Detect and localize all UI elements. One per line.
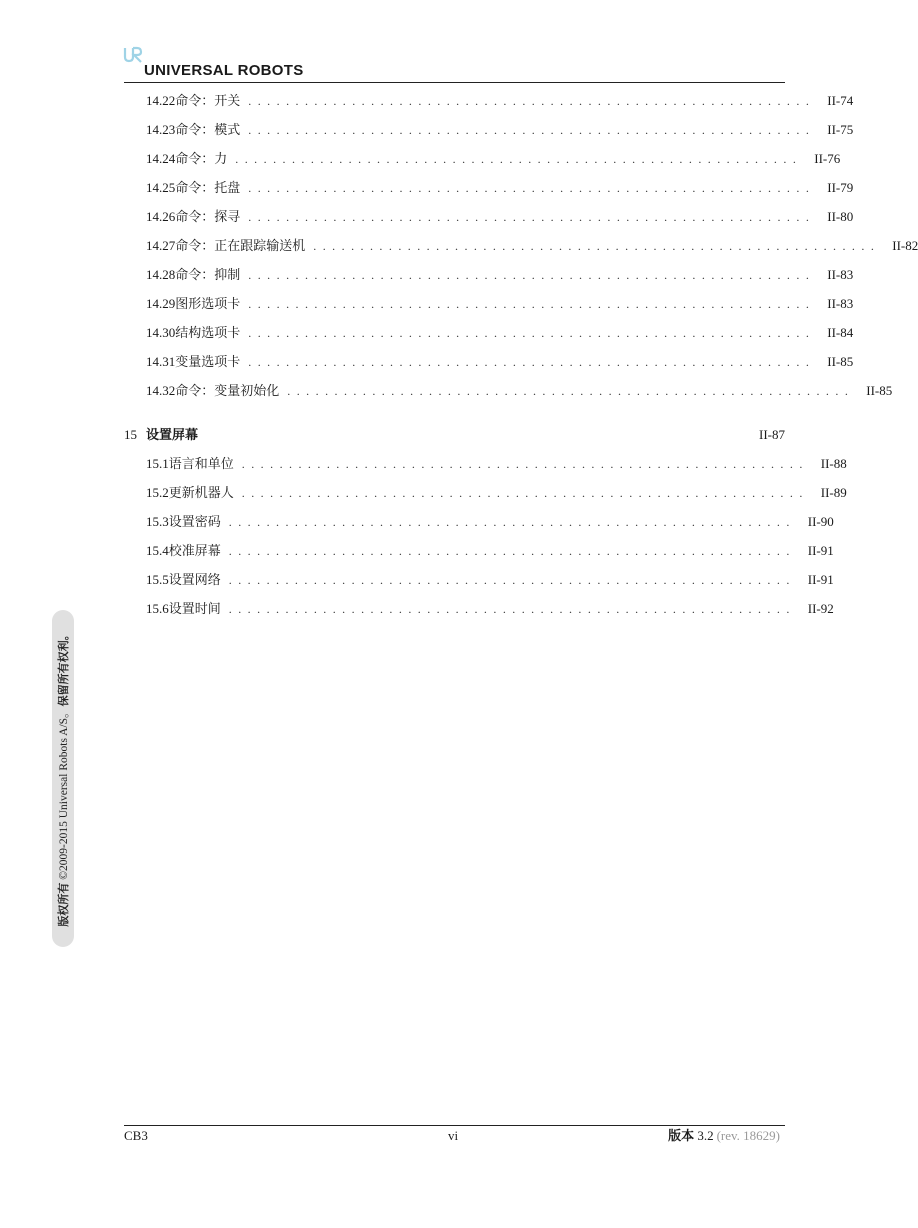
revision-label: (rev. 18629)	[716, 1128, 780, 1143]
toc-entry-title: 设置密码	[168, 514, 221, 529]
toc-dot-leader: ............................................................	[248, 123, 816, 137]
toc-section-entry[interactable]	[146, 599, 834, 619]
toc-entry-page: II-83	[827, 296, 854, 311]
toc-entry-number: 14.32	[146, 383, 176, 398]
toc-entry-number: 14.26	[146, 209, 176, 224]
toc-entry-page: II-74	[827, 93, 854, 108]
toc-entry-number: 14.22	[146, 93, 176, 108]
toc-section-entry[interactable]	[146, 265, 854, 285]
toc-entry-page: II-91	[807, 572, 834, 587]
toc-entry-number: 14.29	[146, 296, 176, 311]
footer-rule	[124, 1125, 785, 1126]
copyright-prefix: 版权所有	[58, 882, 70, 927]
toc-section-entry[interactable]	[146, 541, 834, 561]
toc-entry-title: 命令：抑制	[175, 267, 241, 282]
toc-entry-title: 命令：探寻	[175, 209, 241, 224]
toc-entry-title: 命令：托盘	[175, 180, 241, 195]
toc-entry-title: 设置网络	[168, 572, 221, 587]
footer-page-number: vi	[448, 1128, 459, 1143]
footer-model: CB3	[124, 1128, 148, 1143]
toc-section-entry[interactable]	[146, 323, 854, 343]
toc-section-entry[interactable]	[146, 207, 854, 227]
toc-dot-leader: ............................................................	[248, 210, 816, 224]
footer-version	[668, 1127, 780, 1145]
toc-entry-number: 14.30	[146, 325, 176, 340]
toc-entry-number: 15.5	[146, 572, 169, 587]
toc-entry-number: 15.2	[146, 485, 169, 500]
toc-entry-title: 校准屏幕	[168, 543, 221, 558]
toc-entry-number: 14.27	[146, 238, 176, 253]
toc-section-entry[interactable]	[146, 91, 854, 111]
toc-entry-page: II-79	[827, 180, 854, 195]
toc-entry-page: II-76	[814, 151, 841, 166]
toc-section-entry[interactable]	[146, 454, 847, 474]
toc-entry-title: 结构选项卡	[175, 325, 241, 340]
copyright-suffix: 保留所有权利。	[58, 629, 70, 707]
toc-entry-title: 设置时间	[168, 601, 221, 616]
version-label: 版本	[668, 1128, 695, 1143]
toc-entry-title: 命令：变量初始化	[175, 383, 280, 398]
toc-entry-page: II-84	[827, 325, 854, 340]
toc-section-entry[interactable]	[146, 381, 893, 401]
toc-dot-leader: ............................................................	[248, 94, 816, 108]
brand-name: UNIVERSAL ROBOTS	[144, 62, 304, 79]
toc-entry-title: 命令：正在跟踪输送机	[175, 238, 306, 253]
toc-entry-page: II-83	[827, 267, 854, 282]
toc-entry-number: 14.25	[146, 180, 176, 195]
toc-dot-leader: ............................................................	[228, 573, 796, 587]
toc-section-entry[interactable]	[146, 483, 847, 503]
toc-entry-page: II-75	[827, 122, 854, 137]
toc-entry-title: 设置屏幕	[146, 427, 199, 442]
toc-entry-title: 更新机器人	[168, 485, 234, 500]
toc-section-entry[interactable]	[146, 294, 854, 314]
toc-section-entry[interactable]	[146, 236, 918, 256]
toc-entry-title: 命令：开关	[175, 93, 241, 108]
toc-section-entry[interactable]	[146, 120, 854, 140]
toc-entry-title: 命令：模式	[175, 122, 241, 137]
toc-entry-page: II-85	[827, 354, 854, 369]
toc-section-entry[interactable]	[146, 570, 834, 590]
toc-dot-leader: ............................................................	[248, 297, 816, 311]
toc-entry-number: 15.3	[146, 514, 169, 529]
toc-entry-number: 15.1	[146, 456, 169, 471]
toc-entry-page: II-87	[759, 427, 785, 442]
toc-dot-leader: ............................................................	[248, 355, 816, 369]
toc-dot-leader: ............................................................	[241, 486, 809, 500]
toc-section-entry[interactable]	[146, 352, 854, 372]
toc-entry-page: II-80	[827, 209, 854, 224]
toc-dot-leader: ............................................................	[241, 457, 809, 471]
toc-entry-number: 14.23	[146, 122, 176, 137]
toc-section-entry[interactable]	[146, 512, 834, 532]
copyright-notice	[55, 629, 71, 926]
toc-dot-leader: ............................................................	[248, 268, 816, 282]
toc-dot-leader: ............................................................	[313, 239, 881, 253]
toc-entry-title: 变量选项卡	[175, 354, 241, 369]
toc-entry-number: 14.28	[146, 267, 176, 282]
toc-entry-title: 命令：力	[175, 151, 228, 166]
toc-chapter-entry[interactable]	[124, 425, 785, 445]
toc-dot-leader: ............................................................	[248, 326, 816, 340]
toc-entry-number: 14.24	[146, 151, 176, 166]
toc-entry-page: II-88	[820, 456, 847, 471]
toc-dot-leader: ............................................................	[228, 544, 796, 558]
toc-entry-title: 语言和单位	[168, 456, 234, 471]
ur-logo-icon	[124, 46, 142, 64]
toc-entry-number: 15	[124, 427, 137, 442]
toc-dot-leader: ............................................................	[228, 515, 796, 529]
toc-section-entry[interactable]	[146, 178, 854, 198]
toc-entry-page: II-91	[807, 543, 834, 558]
header-rule	[124, 82, 785, 83]
toc-entry-page: II-92	[807, 601, 834, 616]
toc-entry-page: II-85	[866, 383, 893, 398]
toc-entry-number: 15.4	[146, 543, 169, 558]
toc-entry-page: II-89	[820, 485, 847, 500]
copyright-middle: ©2009-2015 Universal Robots A/S。	[58, 706, 70, 880]
toc-dot-leader: ............................................................	[235, 152, 803, 166]
toc-section-entry[interactable]	[146, 149, 841, 169]
toc-dot-leader: ............................................................	[228, 602, 796, 616]
toc-entry-title: 图形选项卡	[175, 296, 241, 311]
toc-dot-leader: ............................................................	[287, 384, 855, 398]
toc-entry-number: 14.31	[146, 354, 176, 369]
version-number: 3.2	[697, 1128, 714, 1143]
toc-dot-leader: ............................................................	[248, 181, 816, 195]
toc-entry-number: 15.6	[146, 601, 169, 616]
toc-entry-page: II-82	[892, 238, 918, 253]
toc-entry-page: II-90	[807, 514, 834, 529]
